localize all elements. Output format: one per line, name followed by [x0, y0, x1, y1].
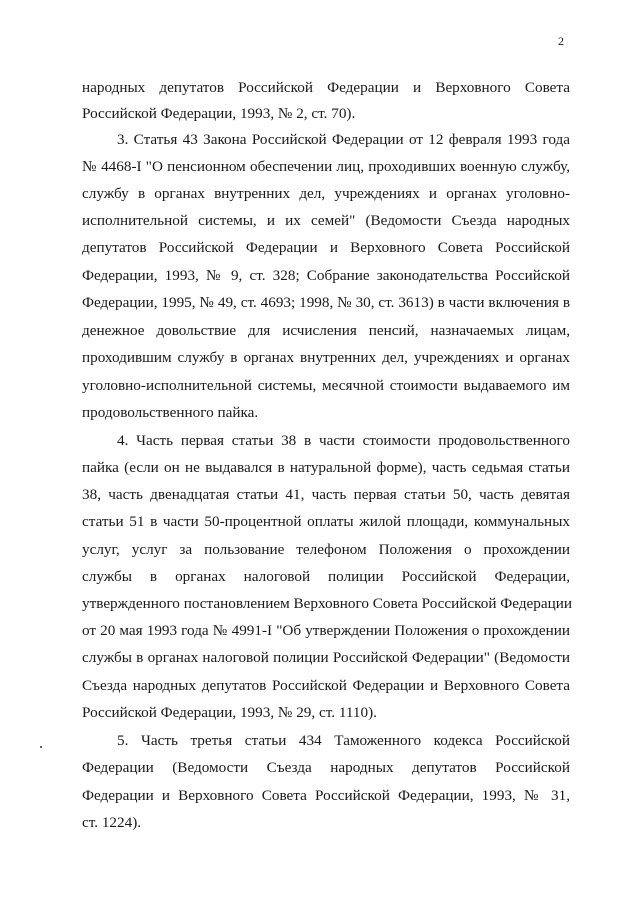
- text-line: 5. Часть третья статьи 434 Таможенного кодекса Российской: [117, 732, 570, 749]
- text-line: службы в органах налоговой полиции Российской Федерации" (Ведомости: [82, 649, 570, 666]
- text-line: пайка (если он не выдавался в натуральной форме), часть седьмая статьи: [82, 459, 570, 476]
- text-line: № 4468-I "О пенсионном обеспечении лиц, проходивших военную службу,: [82, 158, 570, 175]
- text-line: Федерации (Ведомости Съезда народных депутатов Российской: [82, 759, 570, 776]
- text-line: 4. Часть первая статьи 38 в части стоимости продовольственного: [117, 432, 570, 449]
- text-line: народных депутатов Российской Федерации и Верховного Совета: [82, 79, 570, 96]
- text-line: денежное довольствие для исчисления пенсий, назначаемых лицам,: [82, 322, 570, 339]
- text-line: услуг, услуг за пользование телефоном Положения о прохождении: [82, 541, 570, 558]
- text-line: уголовно-исполнительной системы, месячной стоимости выдаваемого им: [82, 377, 570, 394]
- text-line: Российской Федерации, 1993, № 29, ст. 1110).: [82, 704, 377, 721]
- page-number: 2: [558, 34, 564, 48]
- text-line: исполнительной системы, и их семей" (Ведомости Съезда народных: [82, 212, 570, 229]
- text-line: утвержденного постановлением Верховного Совета Российской Федерации: [82, 595, 573, 612]
- text-line: ст. 1224).: [82, 814, 142, 831]
- text-line: от 20 мая 1993 года № 4991-I "Об утверждении Положения о прохождении: [82, 622, 570, 639]
- text-line: Федерации и Верховного Совета Российской Федерации, 1993, № 31,: [82, 787, 570, 804]
- text-line: продовольственного пайка.: [82, 404, 259, 421]
- text-line: депутатов Российской Федерации и Верховного Совета Российской: [82, 239, 570, 256]
- text-line: Федерации, 1993, № 9, ст. 328; Собрание законодательства Российской: [82, 267, 570, 284]
- text-line: 3. Статья 43 Закона Российской Федерации от 12 февраля 1993 года: [117, 131, 570, 148]
- scan-artifact-dot: [40, 746, 42, 748]
- text-line: Федерации, 1995, № 49, ст. 4693; 1998, № 30, ст. 3613) в части включения в: [82, 294, 570, 311]
- text-line: службы в органах налоговой полиции Российской Федерации,: [82, 568, 570, 585]
- text-line: Российской Федерации, 1993, № 2, ст. 70).: [82, 105, 356, 122]
- text-line: статьи 51 в части 50-процентной оплаты жилой площади, коммунальных: [82, 513, 570, 530]
- text-line: Съезда народных депутатов Российской Федерации и Верховного Совета: [82, 677, 570, 694]
- text-line: проходившим службу в органах внутренних дел, учреждениях и органах: [82, 349, 570, 366]
- text-line: 38, часть двенадцатая статьи 41, часть первая статьи 50, часть девятая: [82, 486, 570, 503]
- text-line: службу в органах внутренних дел, учреждениях и органах уголовно-: [82, 185, 570, 202]
